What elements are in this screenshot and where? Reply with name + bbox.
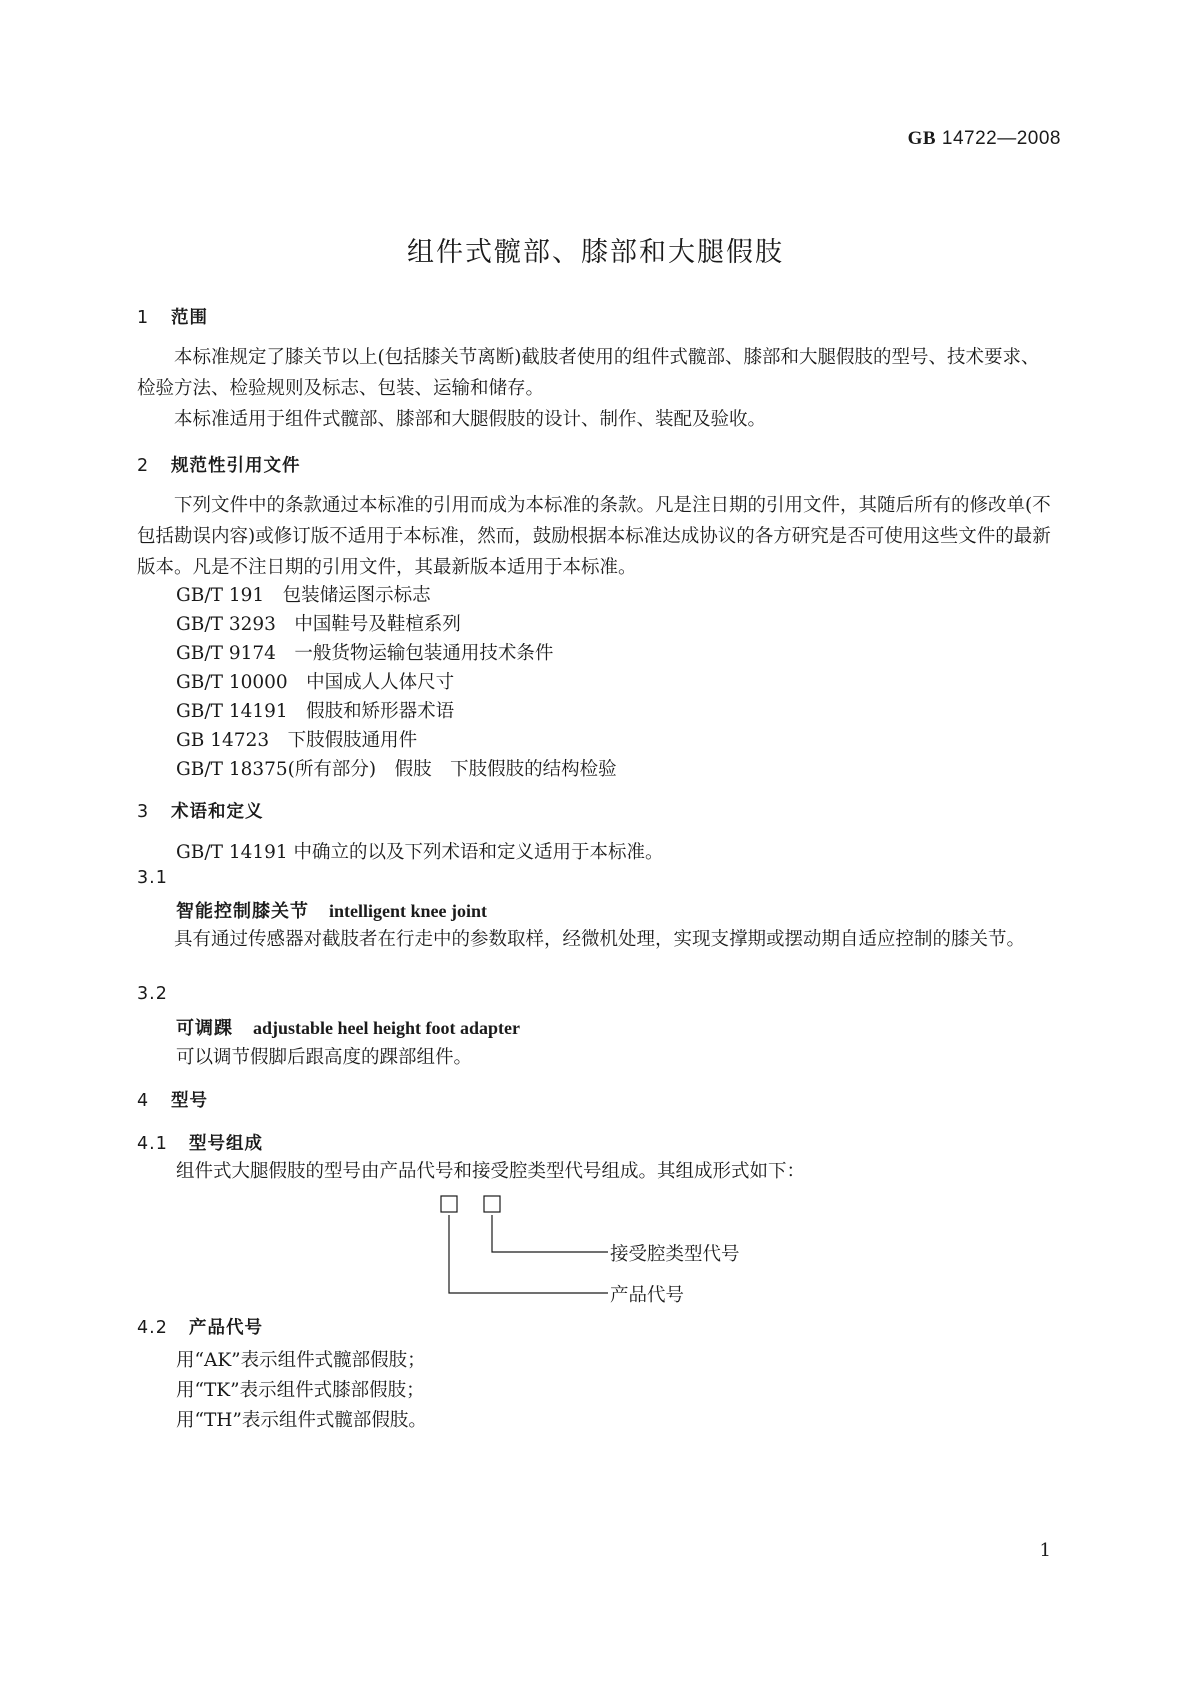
term-english: adjustable heel height foot adapter [253, 1018, 520, 1038]
reference-item: GB/T 3293 中国鞋号及鞋楦系列 [176, 614, 461, 635]
socket-type-label: 接受腔类型代号 [610, 1244, 740, 1265]
section-title: 型号 [171, 1091, 208, 1111]
product-code-label: 产品代号 [610, 1285, 685, 1306]
section-1-para-2: 本标准适用于组件式髋部、膝部和大腿假肢的设计、制作、装配及验收。 [174, 409, 767, 430]
standard-prefix: GB [907, 128, 937, 149]
section-number: 3 [137, 802, 150, 822]
term-chinese: 可调踝 [176, 1018, 233, 1039]
section-number: 4 [137, 1091, 150, 1111]
term-chinese: 智能控制膝关节 [176, 901, 309, 922]
product-code-leader-line [449, 1215, 608, 1293]
reference-item: GB/T 10000 中国成人人体尺寸 [176, 672, 455, 693]
reference-item: GB/T 9174 一般货物运输包装通用技术条件 [176, 643, 554, 664]
section-number: 1 [137, 308, 150, 328]
document-title: 组件式髋部、膝部和大腿假肢 [407, 237, 784, 268]
term-english: intelligent knee joint [329, 901, 487, 921]
section-3-para: GB/T 14191 中确立的以及下列术语和定义适用于本标准。 [176, 842, 664, 863]
term-3-1-definition: 具有通过传感器对截肢者在行走中的参数取样，经微机处理，实现支撑期或摆动期自适应控制的膝关节。 [174, 929, 1026, 950]
subsection-title: 型号组成 [189, 1134, 263, 1154]
standard-number: 14722—2008 [941, 128, 1061, 149]
section-2-para: 下列文件中的条款通过本标准的引用而成为本标准的条款。凡是注日期的引用文件，其随后所有的修改单(不包括勘误内容)或修订版不适用于本标准，然而，鼓励根据本标准达成协议的各方研究是否可使用这些文件的最新版本。凡是不注日期的引用文件，其最新版本适用于本标准。 [137, 495, 1051, 578]
subsection-number: 4.1 [137, 1134, 168, 1154]
term-3-2-number: 3.2 [137, 984, 168, 1004]
socket-type-leader-line [492, 1215, 608, 1252]
product-code-item: 用“TH”表示组件式髋部假肢。 [176, 1410, 427, 1431]
reference-item: GB 14723 下肢假肢通用件 [176, 730, 418, 751]
term-3-2-definition: 可以调节假脚后跟高度的踝部组件。 [176, 1047, 473, 1068]
product-code-item: 用“TK”表示组件式膝部假肢； [176, 1380, 425, 1401]
section-1-para-1: 本标准规定了膝关节以上(包括膝关节离断)截肢者使用的组件式髋部、膝部和大腿假肢的型号、技术要求、检验方法、检验规则及标志、包装、运输和储存。 [137, 347, 1040, 399]
section-title: 范围 [171, 308, 208, 328]
section-title: 规范性引用文件 [171, 456, 301, 476]
subsection-number: 4.2 [137, 1318, 168, 1338]
reference-item: GB/T 14191 假肢和矫形器术语 [176, 701, 455, 722]
socket-type-box [484, 1196, 500, 1212]
term-3-1-number: 3.1 [137, 868, 168, 888]
subsection-4-2-heading [137, 1314, 263, 1339]
product-code-item: 用“AK”表示组件式髋部假肢； [176, 1350, 426, 1371]
page-number: 1 [1039, 1540, 1051, 1561]
product-code-box [441, 1196, 457, 1212]
subsection-title: 产品代号 [189, 1318, 263, 1338]
reference-item: GB/T 191 包装储运图示标志 [176, 585, 431, 606]
section-number: 2 [137, 456, 150, 476]
subsection-4-1-para: 组件式大腿假肢的型号由产品代号和接受腔类型代号组成。其组成形式如下： [176, 1161, 806, 1182]
section-title: 术语和定义 [171, 802, 264, 822]
reference-item: GB/T 18375(所有部分) 假肢 下肢假肢的结构检验 [176, 759, 617, 780]
